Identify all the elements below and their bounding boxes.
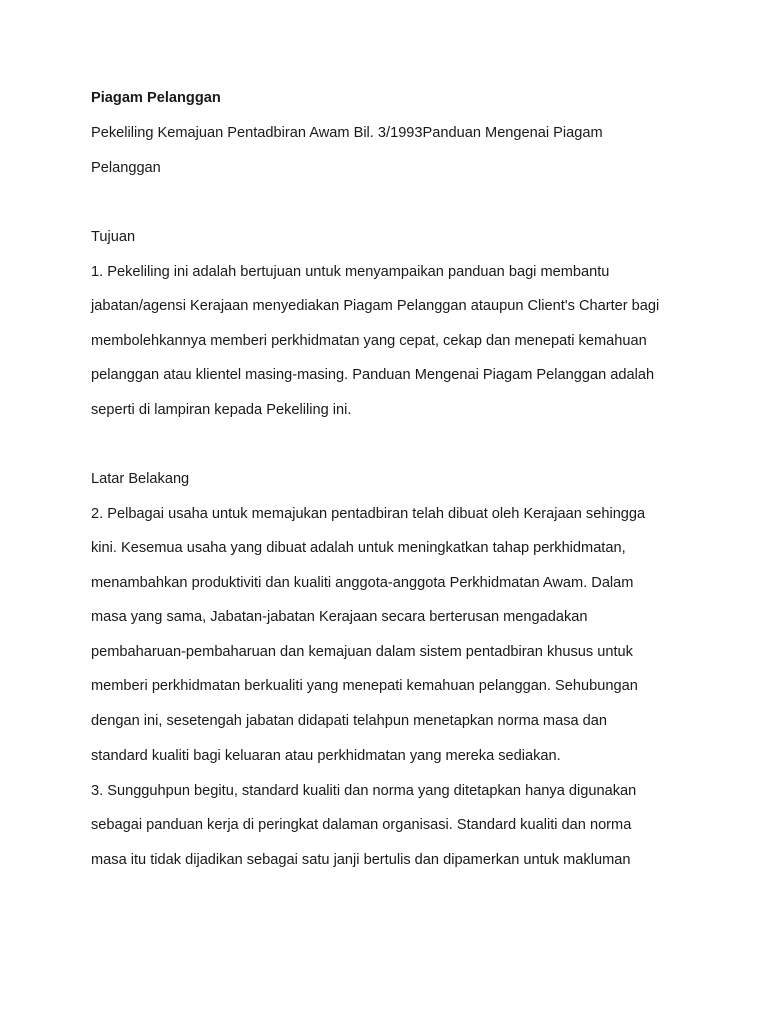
- paragraph-line: masa yang sama, Jabatan-jabatan Kerajaan secara berterusan mengadakan: [91, 609, 588, 625]
- paragraph-line: seperti di lampiran kepada Pekeliling ini.: [91, 402, 352, 418]
- paragraph-line: jabatan/agensi Kerajaan menyediakan Piagam Pelanggan ataupun Client's Charter bagi: [91, 298, 660, 314]
- section-heading-latar-belakang: Latar Belakang: [91, 471, 190, 487]
- subtitle-line-1: Pekeliling Kemajuan Pentadbiran Awam Bil. 3/1993Panduan Mengenai Piagam: [91, 125, 603, 141]
- paragraph-line: 1. Pekeliling ini adalah bertujuan untuk menyampaikan panduan bagi membantu: [91, 264, 610, 280]
- paragraph-line: kini. Kesemua usaha yang dibuat adalah untuk meningkatkan tahap perkhidmatan,: [91, 540, 626, 556]
- paragraph-line: standard kualiti bagi keluaran atau perkhidmatan yang mereka sediakan.: [91, 748, 561, 764]
- document-title: Piagam Pelanggan: [91, 90, 221, 106]
- paragraph-line: 3. Sungguhpun begitu, standard kualiti dan norma yang ditetapkan hanya digunakan: [91, 783, 637, 799]
- paragraph-line: masa itu tidak dijadikan sebagai satu janji bertulis dan dipamerkan untuk makluman: [91, 852, 631, 868]
- paragraph-line: 2. Pelbagai usaha untuk memajukan pentadbiran telah dibuat oleh Kerajaan sehingga: [91, 506, 646, 522]
- section-heading-tujuan: Tujuan: [91, 229, 136, 245]
- paragraph-line: pelanggan atau klientel masing-masing. Panduan Mengenai Piagam Pelanggan adalah: [91, 367, 655, 383]
- paragraph-line: pembaharuan-pembaharuan dan kemajuan dalam sistem pentadbiran khusus untuk: [91, 644, 633, 660]
- paragraph-line: menambahkan produktiviti dan kualiti anggota-anggota Perkhidmatan Awam. Dalam: [91, 575, 634, 591]
- paragraph-line: sebagai panduan kerja di peringkat dalaman organisasi. Standard kualiti dan norma: [91, 817, 632, 833]
- subtitle-line-2: Pelanggan: [91, 160, 161, 176]
- paragraph-line: membolehkannya memberi perkhidmatan yang cepat, cekap dan menepati kemahuan: [91, 333, 647, 349]
- paragraph-line: memberi perkhidmatan berkualiti yang menepati kemahuan pelanggan. Sehubungan: [91, 678, 638, 694]
- paragraph-line: dengan ini, sesetengah jabatan didapati telahpun menetapkan norma masa dan: [91, 713, 608, 729]
